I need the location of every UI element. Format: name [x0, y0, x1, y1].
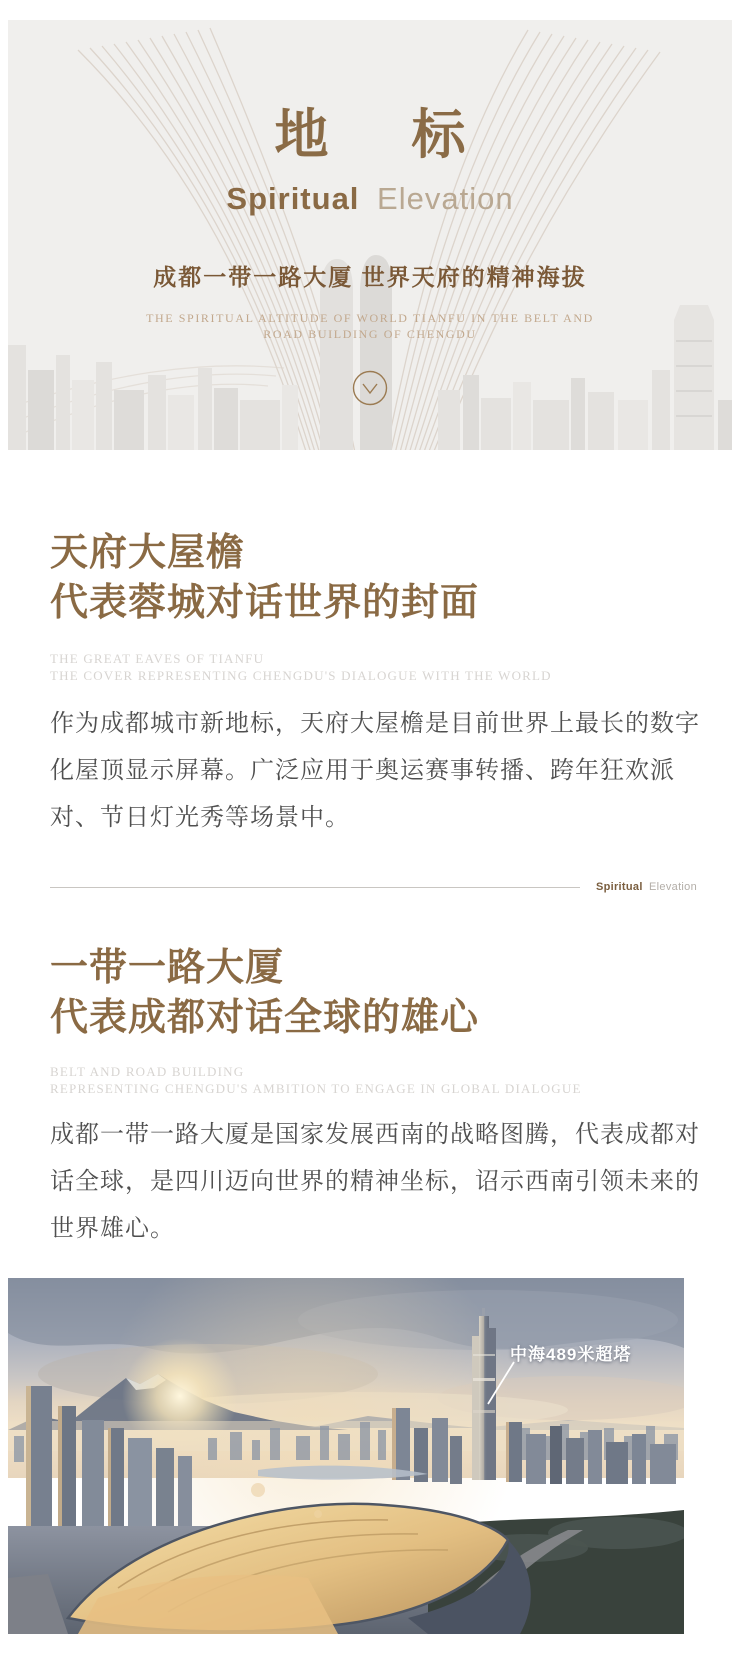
heading-line2: 代表蓉城对话世界的封面: [50, 582, 480, 624]
divider-label-light: Elevation: [649, 881, 697, 893]
caps-line1: BELT AND ROAD BUILDING: [50, 1064, 245, 1079]
cityscape-photo: [8, 1278, 684, 1634]
section-english-caps: [50, 1063, 705, 1097]
hero-subtitle-bold: Spiritual: [226, 181, 360, 216]
chevron-down-icon: [350, 368, 390, 408]
caps-line1: THE GREAT EAVES OF TIANFU: [50, 651, 265, 666]
heading-line2: 代表成都对话全球的雄心: [50, 997, 480, 1039]
hero-caps: [8, 310, 732, 342]
section-heading: [50, 943, 705, 1043]
caps-line2: REPRESENTING CHENGDU'S AMBITION TO ENGAGE IN GLOBAL DIALOGUE: [50, 1081, 582, 1096]
section-heading: [50, 528, 705, 628]
scroll-down-button[interactable]: [350, 368, 390, 408]
cityscape-render-icon: [8, 1278, 684, 1634]
section-great-eaves: [0, 528, 740, 841]
section-paragraph: 成都一带一路大厦是国家发展西南的战略图腾，代表成都对话全球，是四川迈向世界的精神坐标，诏示西南引领未来的世界雄心。: [50, 1121, 700, 1242]
divider-label: [596, 881, 697, 893]
divider-line: [50, 887, 580, 888]
heading-line1: 一带一路大厦: [50, 947, 285, 989]
hero-subtitle-light: Elevation: [377, 181, 514, 216]
section-paragraph: 作为成都城市新地标，天府大屋檐是目前世界上最长的数字化屋顶显示屏幕。广泛应用于奥运赛事转播、跨年狂欢派对、节日灯光秀等场景中。: [50, 710, 700, 831]
hero-caps-line1: THE SPIRITUAL ALTITUDE OF WORLD TIANFU IN THE BELT AND: [146, 311, 594, 325]
section-divider: [50, 881, 697, 893]
section-english-caps: [50, 650, 705, 684]
hero-tagline: 成都一带一路大厦 世界天府的精神海拔: [153, 264, 587, 290]
caps-line2: THE COVER REPRESENTING CHENGDU'S DIALOGUE WITH THE WORLD: [50, 668, 552, 683]
hero-caps-line2: ROAD BUILDING OF CHENGDU: [263, 327, 477, 341]
hero-title: 地 标: [274, 105, 500, 165]
divider-label-bold: Spiritual: [595, 881, 643, 893]
hero-subtitle: [8, 181, 732, 217]
section-belt-road: [0, 943, 740, 1252]
heading-line1: 天府大屋檐: [50, 532, 246, 574]
tower-callout-label: 中海489米超塔: [510, 1345, 632, 1364]
hero-banner: [8, 20, 732, 450]
